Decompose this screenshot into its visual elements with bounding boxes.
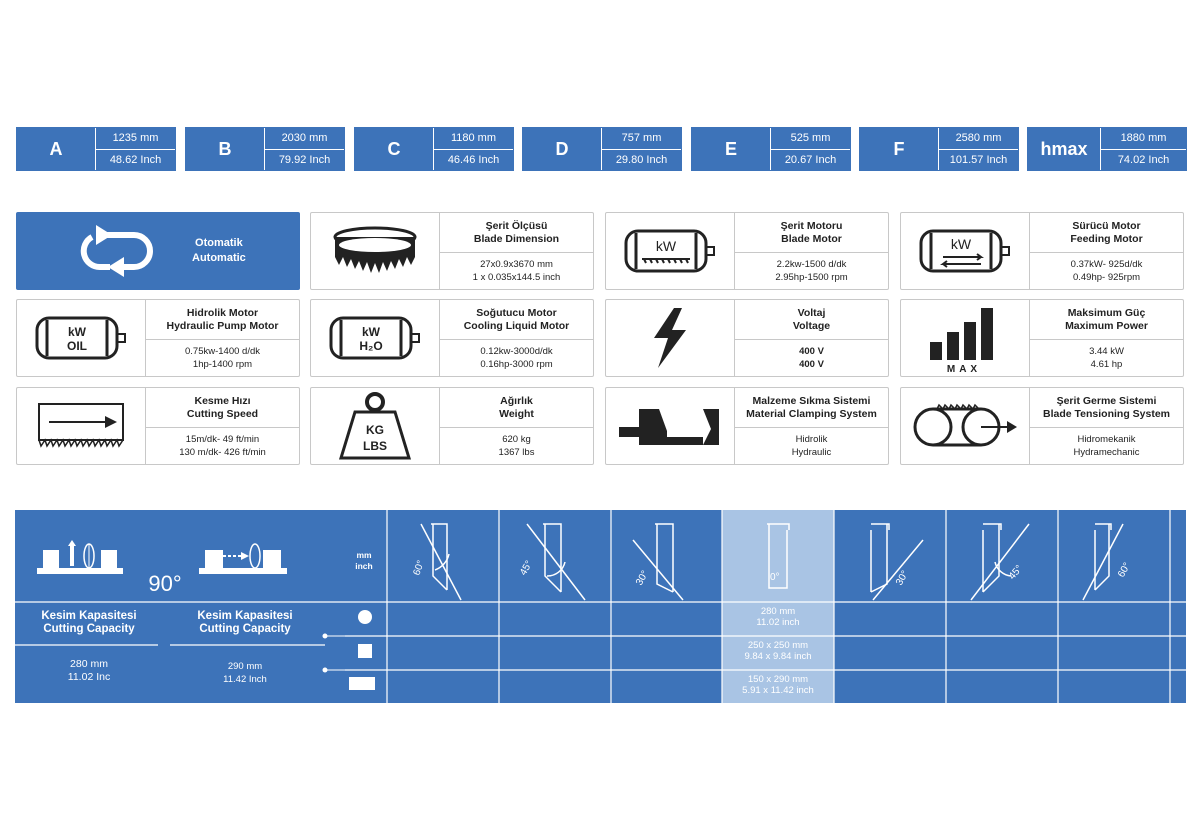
dimension-letter: C — [387, 138, 401, 159]
unit-inch-label: inch — [355, 561, 373, 571]
spec-value-1: 620 kg — [502, 434, 531, 446]
dimension-c — [354, 127, 514, 171]
dimension-mm: 1880 mm — [1101, 128, 1186, 150]
spec-title-tr: Soğutucu Motor — [476, 306, 557, 319]
svg-text:kW: kW — [362, 325, 380, 339]
blade-motor-icon — [620, 221, 720, 281]
cutting-capacity-panel — [15, 510, 1186, 703]
svg-text:OIL: OIL — [67, 339, 87, 353]
cooling-motor-icon — [325, 308, 425, 368]
spec-card-blade-dimension — [310, 212, 594, 290]
dimension-letter: A — [49, 138, 63, 159]
angle-label: 45° — [1006, 563, 1026, 582]
svg-text:MAX: MAX — [946, 364, 982, 374]
svg-text:KG: KG — [366, 423, 384, 437]
spec-card-clamping — [605, 387, 889, 465]
dimension-mm: 2580 mm — [939, 128, 1018, 150]
dimension-hmax — [1027, 127, 1187, 171]
svg-text:kW: kW — [655, 238, 677, 254]
dimension-mm: 757 mm — [602, 128, 681, 150]
spec-title-en: Material Clamping System — [746, 407, 877, 420]
dimension-d — [522, 127, 682, 171]
spec-title-en: Feeding Motor — [1070, 232, 1143, 245]
spec-title-en: Cooling Liquid Motor — [463, 319, 570, 332]
dimension-mm: 1180 mm — [434, 128, 513, 150]
automatic-tr: Otomatik — [195, 237, 243, 249]
spec-title-tr: Kesme Hızı — [194, 394, 251, 407]
spec-value-1: 0.37kW- 925d/dk — [1070, 259, 1143, 271]
dimension-inch: 79.92 Inch — [278, 153, 331, 166]
spec-card-max-power — [900, 299, 1184, 377]
dimension-mm: 525 mm — [771, 128, 850, 150]
spec-value-2: 1367 lbs — [498, 447, 535, 459]
weight-icon — [335, 390, 415, 462]
lightning-icon — [640, 306, 700, 370]
spec-title-tr: Şerit Ölçüsü — [485, 219, 548, 232]
machine-vertical-icon — [37, 540, 123, 574]
spec-title-tr: Şerit Germe Sistemi — [1056, 394, 1157, 407]
svg-text:H₂O: H₂O — [359, 339, 383, 353]
spec-value-2: 0.49hp- 925rpm — [1072, 272, 1141, 284]
spec-value-1: 15m/dk- 49 ft/min — [185, 434, 260, 446]
spec-card-cutting-speed — [16, 387, 300, 465]
dimension-inch: 29.80 Inch — [615, 153, 668, 166]
svg-text:kW: kW — [68, 325, 86, 339]
dimension-letter: F — [893, 138, 905, 159]
spec-title-tr: Hidrolik Motor — [186, 306, 259, 319]
spec-card-tensioning — [900, 387, 1184, 465]
spec-title-en: Weight — [499, 407, 534, 420]
left-capacity-title: Kesim Kapasitesi Cutting Capacity — [41, 610, 137, 635]
mid-capacity-value: 290 mm 11.42 Inch — [223, 661, 267, 685]
angle-90-label: 90° — [148, 571, 182, 596]
spec-card-weight — [310, 387, 594, 465]
spec-title-en: Blade Dimension — [473, 232, 560, 245]
spec-title-tr: Ağırlık — [500, 394, 533, 407]
spec-value-2: 2.95hp-1500 rpm — [775, 272, 848, 284]
dimension-mm: 1235 mm — [96, 128, 175, 150]
spec-card-cooling-motor — [310, 299, 594, 377]
spec-value-2: 1hp-1400 rpm — [192, 359, 253, 371]
dimension-letter: B — [218, 138, 232, 159]
spec-value-1: Hidromekanik — [1077, 434, 1136, 446]
dimension-e — [691, 127, 851, 171]
spec-value-2: 0.16hp-3000 rpm — [480, 359, 553, 371]
dimension-inch: 48.62 Inch — [109, 153, 162, 166]
round-shape-icon — [358, 610, 372, 624]
angle-label: 30° — [894, 568, 912, 588]
spec-value-2: 400 V — [799, 359, 824, 371]
left-capacity-value: 280 mm 11.02 Inc — [67, 658, 111, 683]
angle-label: 0° — [770, 572, 780, 583]
dimension-letter: D — [555, 138, 569, 159]
spec-card-blade-motor — [605, 212, 889, 290]
spec-title-en: Cutting Speed — [186, 407, 259, 420]
mid-capacity-title: Kesim Kapasitesi Cutting Capacity — [197, 610, 293, 635]
rect-shape-icon — [349, 677, 375, 690]
dimension-inch: 46.46 Inch — [447, 153, 500, 166]
hydraulic-motor-icon — [31, 308, 131, 368]
angle-label: 60° — [411, 559, 427, 578]
spec-value-1: 0.75kw-1400 d/dk — [185, 346, 260, 358]
round-capacity: 280 mm 11.02 inch — [756, 606, 800, 628]
spec-title-en: Voltage — [792, 319, 831, 332]
spec-title-en: Blade Motor — [781, 232, 842, 245]
spec-value-1: 3.44 kW — [1089, 346, 1124, 358]
dimension-letter: E — [724, 138, 737, 159]
feeding-motor-icon — [915, 221, 1015, 281]
spec-title-tr: Şerit Motoru — [780, 219, 843, 232]
spec-value-2: Hydraulic — [791, 447, 832, 459]
automatic-label — [192, 236, 246, 266]
spec-card-hydraulic-motor — [16, 299, 300, 377]
angle-label: 30° — [634, 568, 652, 588]
rect-capacity: 150 x 290 mm 5.91 x 11.42 inch — [742, 674, 814, 696]
spec-card-feeding-motor — [900, 212, 1184, 290]
svg-text:LBS: LBS — [363, 439, 387, 453]
dimension-a — [16, 127, 176, 171]
spec-title-en: Blade Tensioning System — [1043, 407, 1170, 420]
spec-value-2: 1 x 0.035x144.5 inch — [472, 272, 561, 284]
spec-value-1: Hidrolik — [795, 434, 828, 446]
dimension-inch: 74.02 Inch — [1117, 153, 1170, 166]
square-shape-icon — [358, 644, 372, 658]
automatic-card — [16, 212, 300, 290]
spec-value-1: 2.2kw-1500 d/dk — [776, 259, 847, 271]
dimension-inch: 20.67 Inch — [784, 153, 837, 166]
angle-label: 60° — [1116, 560, 1134, 580]
svg-text:kW: kW — [950, 236, 972, 252]
spec-value-2: 4.61 hp — [1090, 359, 1123, 371]
spec-value-2: Hydramechanic — [1073, 447, 1140, 459]
dimension-b — [185, 127, 345, 171]
machine-horizontal-icon — [199, 544, 287, 574]
angle-label: 45° — [518, 558, 536, 578]
spec-card-voltage — [605, 299, 889, 377]
blade-icon — [327, 221, 423, 281]
dimension-mm: 2030 mm — [265, 128, 344, 150]
spec-title-tr: Voltaj — [797, 306, 826, 319]
clamp-icon — [615, 401, 725, 451]
automatic-en: Automatic — [192, 252, 246, 264]
cutting-speed-icon — [31, 398, 131, 454]
spec-value-1: 400 V — [799, 346, 824, 358]
tension-icon — [907, 401, 1023, 451]
spec-value-1: 0.12kw-3000d/dk — [480, 346, 553, 358]
spec-title-tr: Malzeme Sıkma Sistemi — [752, 394, 871, 407]
dimension-letter: hmax — [1040, 138, 1088, 159]
spec-title-en: Maximum Power — [1065, 319, 1148, 332]
spec-value-2: 130 m/dk- 426 ft/min — [179, 447, 266, 459]
square-capacity: 250 x 250 mm 9.84 x 9.84 inch — [744, 640, 812, 662]
cycle-arrows-icon — [72, 221, 162, 281]
power-bars-icon — [920, 302, 1010, 374]
spec-title-en: Hydraulic Pump Motor — [166, 319, 279, 332]
spec-title-tr: Maksimum Güç — [1067, 306, 1146, 319]
dimension-inch: 101.57 Inch — [949, 153, 1008, 166]
spec-title-tr: Sürücü Motor — [1072, 219, 1141, 232]
dimension-f — [859, 127, 1019, 171]
spec-value-1: 27x0.9x3670 mm — [480, 259, 553, 271]
unit-mm-label: mm — [356, 550, 372, 560]
